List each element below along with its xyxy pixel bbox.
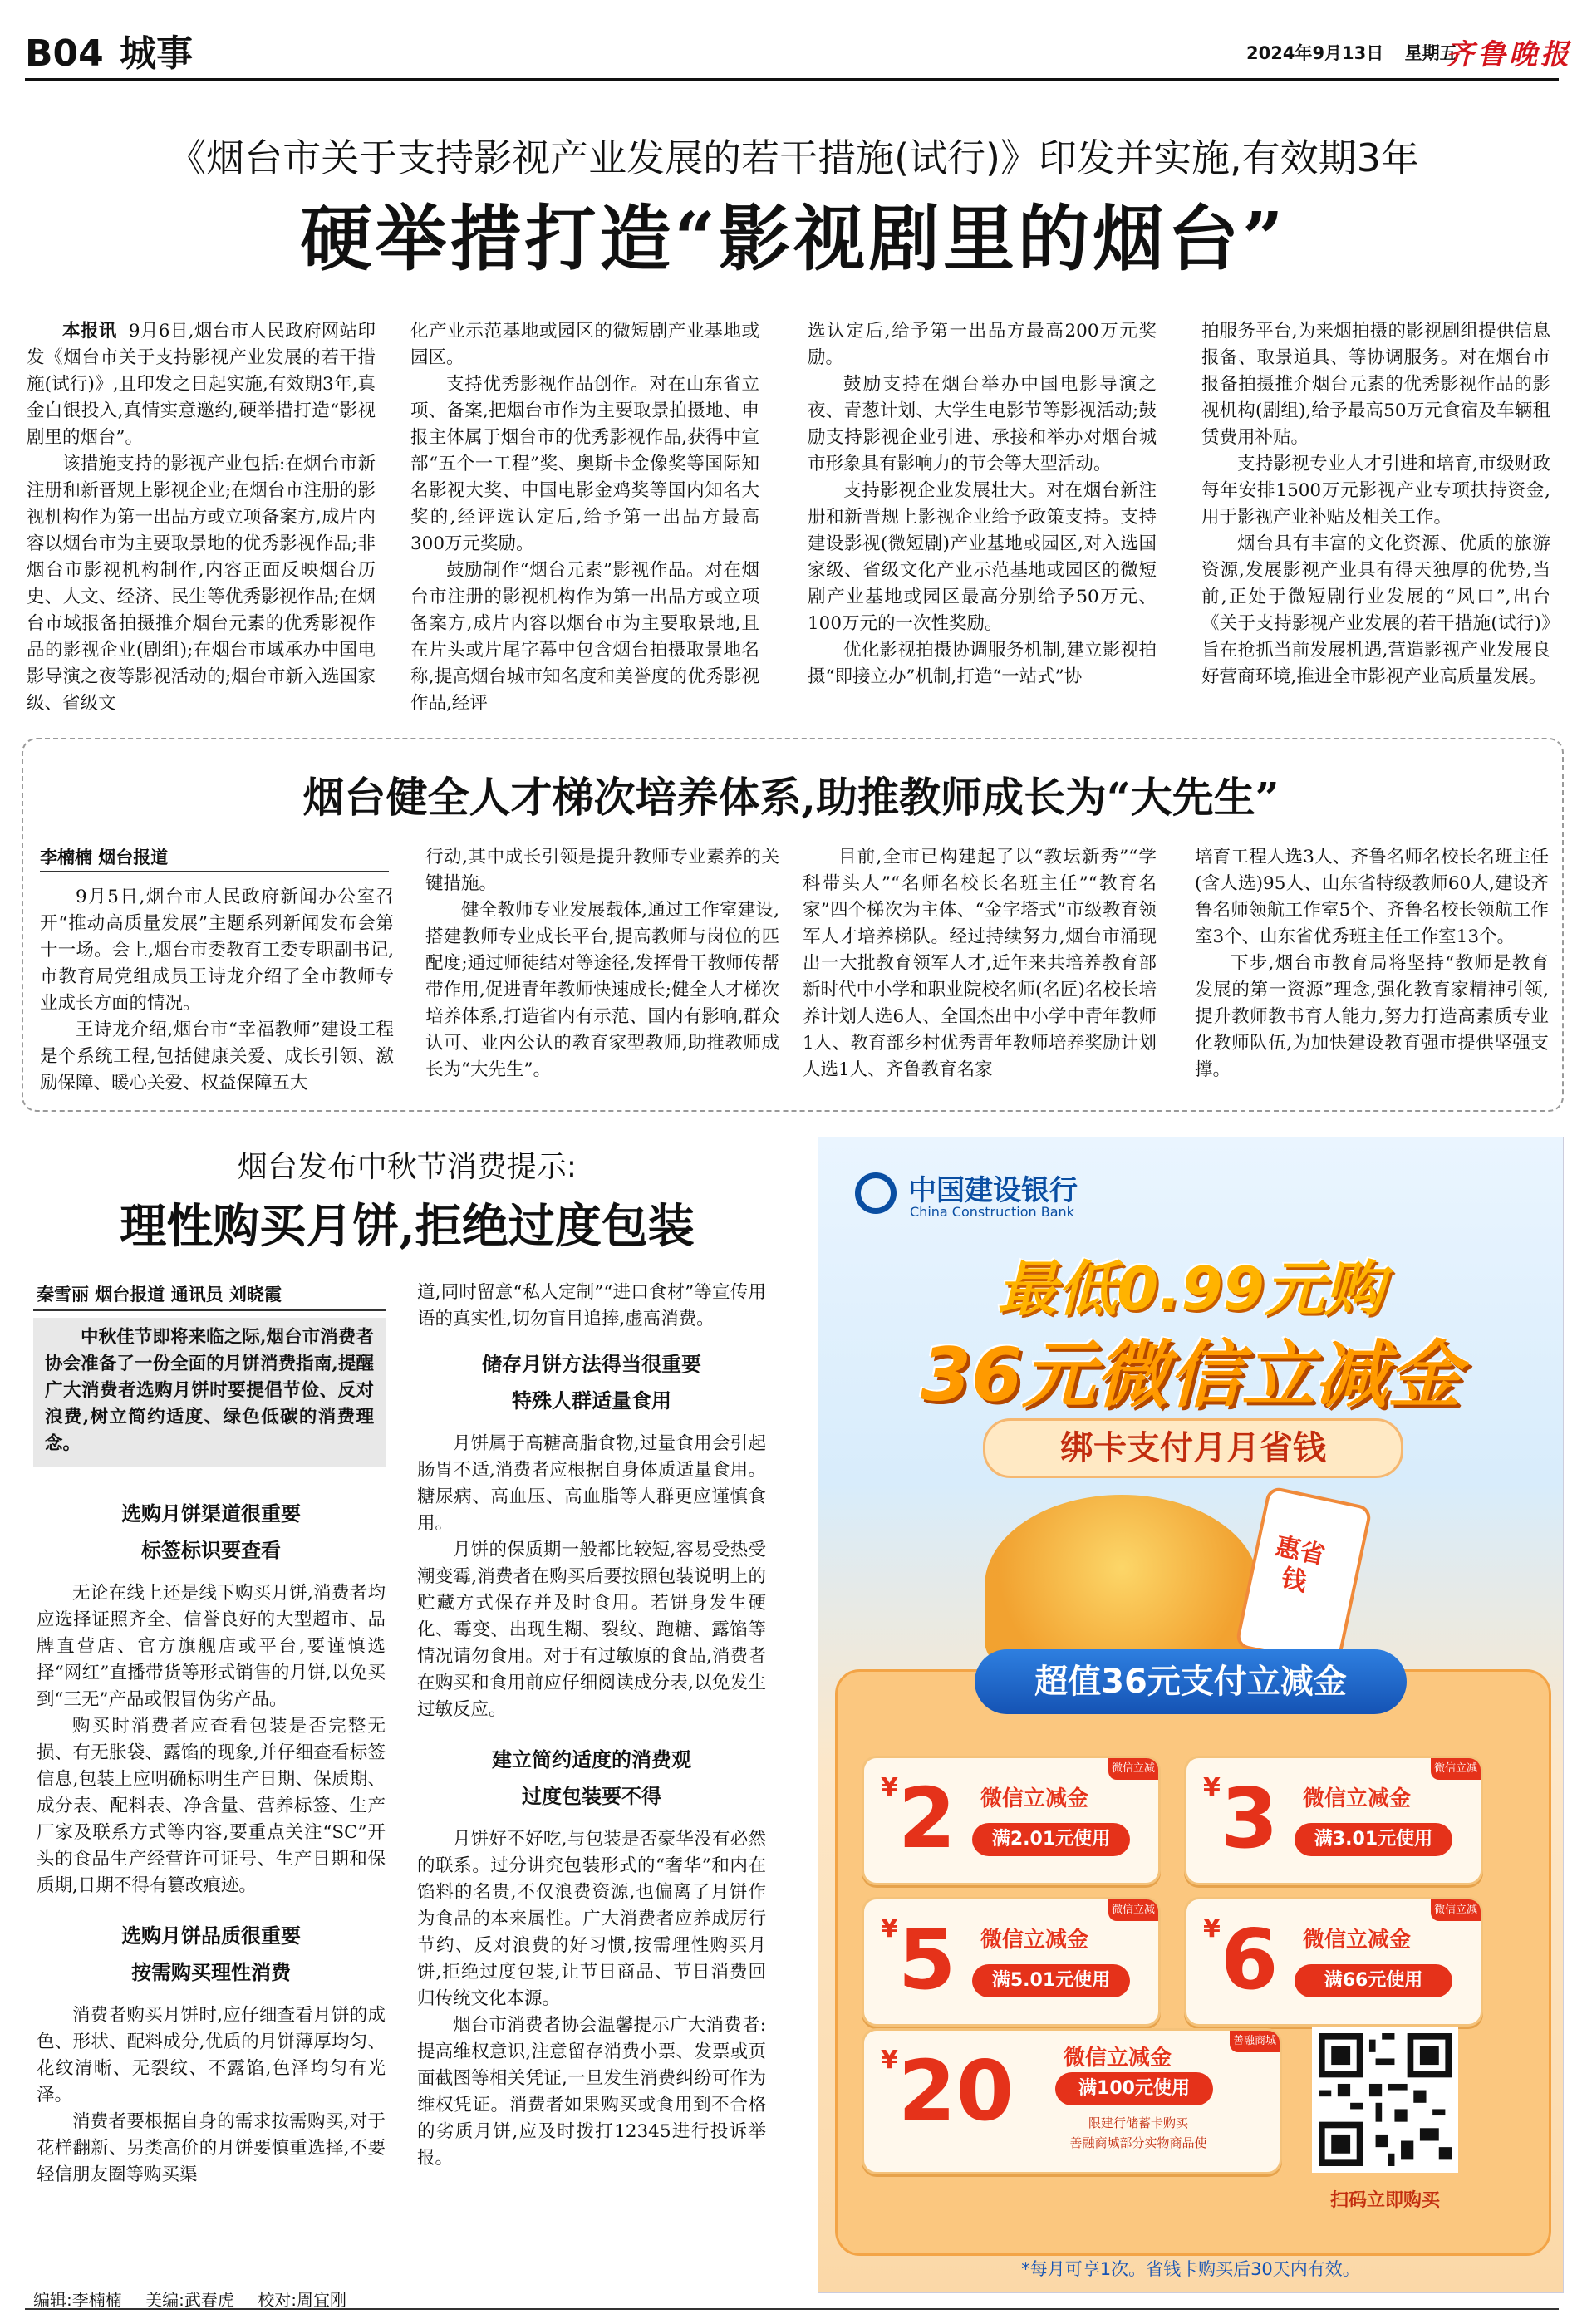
coupon-20[interactable]: 善融商城 ¥20 微信立减金 满100元使用 限建行储蓄卡购买 善融商城部分实物商品使	[862, 2028, 1282, 2174]
coupon-3[interactable]: 微信立减 ¥3 微信立减金 满3.01元使用	[1184, 1756, 1483, 1885]
article1-col2	[410, 318, 759, 714]
designer: 美编:武春虎	[145, 2290, 234, 2310]
article1-para: 拍服务平台,为来烟拍摄的影视剧组提供信息报备、取景道具、等协调服务。对在烟台市报备拍摄推介烟台元素的优秀影视作品的影视机构(剧组),给予最高50万元食宿及车辆租赁费用补贴。	[1201, 321, 1550, 448]
article3-para: 月饼属于高糖高脂食物,过量食用会引起肠胃不适,消费者应根据自身体质适量食用。糖尿病、高血压、高血脂等人群更应谨慎食用。	[417, 1433, 766, 1534]
article3-col1	[37, 1496, 386, 2293]
article3-para: 无论在线上还是线下购买月饼,消费者均应选择证照齐全、信誉良好的大型超市、品牌直营店、官方旗舰店或平台,要谨慎选择“网红”直播带货等形式销售的月饼,以免买到“三无”产品或假冒伪劣产品。	[37, 1583, 386, 1710]
article3-para: 消费者购买月饼时,应仔细查看月饼的成色、形状、配料成分,优质的月饼薄厚均匀、花纹清晰、无裂纹、不露馅,色泽均匀有光泽。	[37, 2005, 386, 2105]
article3-para: 道,同时留意“私人定制”“进口食材”等宣传用语的真实性,切勿盲目追捧,虚高消费。	[417, 1282, 766, 1329]
article2-para: 行动,其中成长引领是提升教师专业素养的关键措施。	[425, 847, 779, 894]
article2-col3	[803, 844, 1157, 1102]
article2-para: 王诗龙介绍,烟台市“幸福教师”建设工程是个系统工程,包括健康关爱、成长引领、激励保障、暖心关爱、权益保障五大	[40, 1020, 394, 1093]
article1-para: 鼓励支持在烟台举办中国电影导演之夜、青葱计划、大学生电影节等影视活动;鼓励支持影视企业引进、承接和举办对烟台城市形象具有影响力的节会等大型活动。	[808, 374, 1157, 474]
article2-headline: 烟台健全人才梯次培养体系,助推教师成长为“大先生”	[302, 773, 1280, 822]
lead-text: 中秋佳节即将来临之际,烟台市消费者协会准备了一份全面的月饼消费指南,提醒广大消费者选购月饼时要提倡节俭、反对浪费,树立简约适度、绿色低碳的消费理念。	[45, 1327, 374, 1454]
subhead: 标签标识要查看	[141, 1539, 281, 1562]
section-number: B04	[25, 32, 104, 75]
ccb-advertisement	[818, 1137, 1564, 2293]
article2-para: 9月5日,烟台市人民政府新闻办公室召开“推动高质量发展”主题系列新闻发布会第十一场。会上,烟台市委教育工委专职副书记,市教育局党组成员王诗龙介绍了全市教师专业成长方面的情况。	[40, 887, 394, 1014]
subhead: 过度包装要不得	[522, 1785, 661, 1808]
ad-footnote: *每月可享1次。省钱卡购买后30天内有效。	[1021, 2259, 1360, 2279]
issue-date	[1246, 40, 1457, 65]
article3-byline: 秦雪丽 烟台报道 通讯员 刘晓霞	[37, 1285, 282, 1304]
bank-name-en: China Construction Bank	[910, 1204, 1074, 1220]
article3-para: 月饼的保质期一般都比较短,容易受热受潮变霉,消费者在购买后要按照包装说明上的贮藏方式保存并及时食用。若饼身发生硬化、霉变、出现生糊、裂纹、跑糖、露馅等情况请勿食用。对于有过敏原的食品,消费者在购买和食用前应仔细阅读成分表,以免发生过敏反应。	[417, 1540, 766, 1720]
coupon-banner: 超值36元支付立减金	[975, 1649, 1407, 1714]
editor: 编辑:李楠楠	[33, 2290, 122, 2310]
article1-para: 鼓励制作“烟台元素”影视作品。对在烟台市注册的影视机构作为第一出品方或立项备案方,成片内容以烟台市为主要取景地,且在片头或片尾字幕中包含烟台拍摄取景地名称,提高烟台城市知名度和美誉度的优秀影视作品,经评	[410, 560, 759, 714]
article2-col2	[425, 844, 779, 1102]
article1-para: 支持影视企业发展壮大。对在烟台新注册和新晋规上影视企业给予政策支持。支持建设影视(微短剧)产业基地或园区,对入选国家级、省级文化产业示范基地或园区的微短剧产业基地或园区最高分别给予50万元、100万元的一次性奖励。	[808, 480, 1157, 634]
subhead: 建立简约适度的消费观	[492, 1748, 691, 1771]
subhead: 按需购买理性消费	[131, 1961, 291, 1984]
coupon-5[interactable]: 微信立减 ¥5 微信立减金 满5.01元使用	[862, 1897, 1161, 2027]
lead-tag: 本报讯	[62, 321, 117, 341]
article3-kicker: 烟台发布中秋节消费提示:	[237, 1150, 577, 1184]
ad-headline-1: 最低0.99元购	[997, 1254, 1384, 1324]
article2-para: 下步,烟台市教育局将坚持“教师是教育发展的第一资源”理念,强化教育家精神引领,提升教师教书育人能力,努力打造高素质专业化教师队伍,为加快建设教育强市提供坚强支撑。	[1195, 953, 1549, 1080]
article1-col4	[1201, 318, 1550, 687]
qr-code[interactable]	[1312, 2027, 1458, 2173]
bank-name: 中国建设银行	[908, 1174, 1078, 1207]
article2-para: 培育工程人选3人、齐鲁名师名校长名班主任(含人选)95人、山东省特级教师60人,建设齐鲁名师领航工作室5个、齐鲁名校长领航工作室3个、山东省优秀班主任工作室13个。	[1195, 847, 1549, 947]
date: 2024年9月13日	[1246, 43, 1384, 63]
article1-para: 支持优秀影视作品创作。对在山东省立项、备案,把烟台市作为主要取景拍摄地、申报主体属于烟台市的优秀影视作品,获得中宣部“五个一工程”奖、奥斯卡金像奖等国际知名影视大奖、中国电影金鸡奖等国内知名大奖的,经评选认定后,给予第一出品方最高300万元奖励。	[410, 374, 759, 554]
qr-label: 扫码立即购买	[1329, 2190, 1440, 2211]
byline-rule	[33, 1309, 386, 1311]
article1-para: 烟台具有丰富的文化资源、优质的旅游资源,发展影视产业具有得天独厚的优势,当前,正处于微短剧行业发展的“风口”,出台《关于支持影视产业发展的若干措施(试行)》旨在抢抓当前发展机遇,营造影视产业发展良好营商环境,推进全市影视产业高质量发展。	[1201, 533, 1550, 687]
article1-para: 选认定后,给予第一出品方最高200万元奖励。	[808, 321, 1157, 368]
article1-para: 本报讯 9月6日,烟台市人民政府网站印发《烟台市关于支持影视产业发展的若干措施(试行)》,且印发之日起实施,有效期3年,真金白银投入,真情实意邀约,硬举措打造“影视剧里的烟台”。	[27, 321, 376, 448]
article2-col4	[1195, 844, 1549, 1102]
article3-para: 购买时消费者应查看包装是否完整无损、有无胀袋、露馅的现象,并仔细查看标签信息,包装上应明确标明生产日期、保质期、成分表、配料表、净含量、营养标签、生产厂家及联系方式等内容,要重点关注“SC”开头的食品生产经营许可证号、生产日期和保质期,日期不得有篡改痕迹。	[37, 1716, 386, 1896]
coupon-6[interactable]: 微信立减 ¥6 微信立减金 满66元使用	[1184, 1897, 1483, 2027]
footer-credits	[33, 2287, 346, 2311]
article3-col2	[417, 1280, 766, 2293]
subhead: 选购月饼品质很重要	[121, 1924, 301, 1948]
ad-slogan: 绑卡支付月月省钱	[983, 1418, 1403, 1478]
article1-headline: 硬举措打造“影视剧里的烟台”	[300, 197, 1287, 281]
lead-box	[33, 1318, 386, 1467]
article1-para: 优化影视拍摄协调服务机制,建立影视拍摄“即接立办”机制,打造“一站式”协	[808, 640, 1157, 687]
article1-col1	[27, 318, 376, 714]
section-name: 城事	[120, 32, 194, 75]
article3-para: 月饼好不好吃,与包装是否豪华没有必然的联系。过分讲究包装形式的“奢华”和内在馅料的名贵,不仅浪费资源,也偏离了月饼作为食品的本来属性。广大消费者应养成厉行节约、反对浪费的好习惯,按需理性购买月饼,拒绝过度包装,让节日商品、节日消费回归传统文化本源。	[417, 1829, 766, 2009]
paper-logo: 齐鲁晚报	[1446, 38, 1572, 71]
subhead: 选购月饼渠道很重要	[121, 1502, 301, 1526]
article1-para: 支持影视专业人才引进和培育,市级财政每年安排1500万元影视产业专项扶持资金,用于影视产业补贴及相关工作。	[1201, 454, 1550, 528]
article1-col3	[808, 318, 1157, 687]
article3-headline: 理性购买月饼,拒绝过度包装	[120, 1199, 695, 1254]
ad-headline-2: 36元微信立减金	[920, 1332, 1462, 1417]
article3-para: 消费者要根据自身的需求按需购买,对于花样翻新、另类高价的月饼要慎重选择,不要轻信朋友圈等购买渠	[37, 2111, 386, 2185]
article1-kicker: 《烟台市关于支持影视产业发展的若干措施(试行)》印发并实施,有效期3年	[168, 135, 1419, 180]
article2-para: 健全教师专业发展载体,通过工作室建设,搭建教师专业成长平台,提高教师与岗位的匹配度;通过师徒结对等途径,发挥骨干教师传帮带作用,促进青年教师快速成长;健全人才梯次培养体系,打造省内有示范、国内有影响,群众认可、业内公认的教育家型教师,助推教师成长为“大先生”。	[425, 900, 779, 1080]
weekday: 星期五	[1404, 43, 1457, 63]
section-label	[25, 23, 193, 76]
subhead: 特殊人群适量食用	[512, 1389, 671, 1413]
subhead: 储存月饼方法得当很重要	[482, 1353, 701, 1376]
article3-para: 烟台市消费者协会温馨提示广大消费者:提高维权意识,注意留存消费小票、发票或页面截图等相关凭证,一旦发生消费纠纷可作为维权凭证。消费者如果购买或食用到不合格的劣质月饼,应及时拨打12345进行投诉举报。	[417, 2015, 766, 2169]
ccb-logo-icon	[855, 1172, 897, 1214]
proofreader: 校对:周宜刚	[258, 2290, 346, 2310]
article1-para: 该措施支持的影视产业包括:在烟台市新注册和新晋规上影视企业;在烟台市注册的影视机构作为第一出品方或立项备案方,成片内容以烟台市为主要取景地的优秀影视作品;非烟台市影视机构制作,内容正面反映烟台历史、人文、经济、民生等优秀影视作品;在烟台市域报备拍摄推介烟台元素的优秀影视作品的影视企业(剧组);在烟台市域承办中国电影导演之夜等影视活动的;烟台市新入选国家级、省级文	[27, 454, 376, 714]
article2-para: 目前,全市已构建起了以“教坛新秀”“学科带头人”“名师名校长名班主任”“教育名家”四个梯次为主体、“金字塔式”市级教育领军人才培养梯队。经过持续努力,烟台市涌现出一大批教育领军人才,近年来共培养教育部新时代中小学和职业院校名师(名匠)名校长培养计划人选6人、全国杰出中小学中青年教师1人、教育部乡村优秀青年教师培养奖励计划人选1人、齐鲁教育名家	[803, 847, 1157, 1080]
byline-rule	[40, 871, 389, 872]
article2-byline: 李楠楠 烟台报道	[40, 848, 169, 867]
qr-code-icon	[1319, 2033, 1452, 2166]
article2-col1	[40, 884, 394, 1102]
coupon-2[interactable]: 微信立减 ¥2 微信立减金 满2.01元使用	[862, 1756, 1161, 1885]
article1-para: 化产业示范基地或园区的微短剧产业基地或园区。	[410, 321, 759, 368]
badge: 惠省钱	[1272, 1531, 1328, 1598]
header-rule	[25, 78, 1559, 81]
